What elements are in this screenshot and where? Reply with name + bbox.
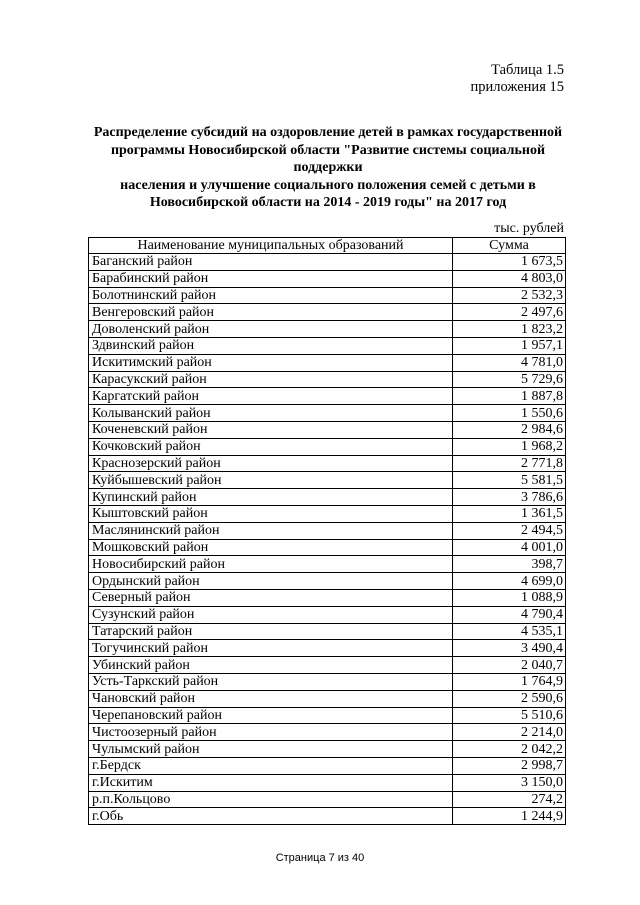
municipality-name: Здвинский район — [89, 337, 453, 354]
subsidy-amount: 3 490,4 — [453, 640, 566, 657]
subsidy-amount: 2 998,7 — [453, 757, 566, 774]
municipality-name: Каргатский район — [89, 388, 453, 405]
subsidy-amount: 4 781,0 — [453, 354, 566, 371]
table-row — [89, 421, 566, 438]
municipality-name: Убинский район — [89, 657, 453, 674]
title-line-4: Новосибирской области на 2014 - 2019 годы" на 2017 год — [149, 195, 507, 210]
table-row — [89, 522, 566, 539]
table-header-row — [89, 238, 566, 254]
municipality-name: Барабинский район — [89, 270, 453, 287]
subsidy-table — [88, 237, 566, 825]
table-row — [89, 505, 566, 522]
unit-label: тыс. рублей — [494, 221, 564, 236]
subsidy-amount: 1 957,1 — [453, 337, 566, 354]
municipality-name: Татарский район — [89, 623, 453, 640]
municipality-name: Северный район — [89, 589, 453, 606]
subsidy-amount: 274,2 — [453, 791, 566, 808]
municipality-name: Коченевский район — [89, 421, 453, 438]
subsidy-amount: 5 581,5 — [453, 472, 566, 489]
subsidy-amount: 4 699,0 — [453, 573, 566, 590]
table-row — [89, 589, 566, 606]
table-row — [89, 489, 566, 506]
municipality-name: Маслянинский район — [89, 522, 453, 539]
subsidy-amount: 3 150,0 — [453, 774, 566, 791]
subsidy-amount: 2 497,6 — [453, 304, 566, 321]
table-row — [89, 254, 566, 271]
municipality-name: Куйбышевский район — [89, 472, 453, 489]
subsidy-amount: 3 786,6 — [453, 489, 566, 506]
municipality-name: г.Обь — [89, 808, 453, 825]
table-row — [89, 606, 566, 623]
subsidy-amount: 2 042,2 — [453, 741, 566, 758]
table-row — [89, 354, 566, 371]
municipality-name: Мошковский район — [89, 539, 453, 556]
table-row — [89, 539, 566, 556]
municipality-name: Черепановский район — [89, 707, 453, 724]
table-row — [89, 556, 566, 573]
table-row — [89, 472, 566, 489]
municipality-name: Колыванский район — [89, 405, 453, 422]
municipality-name: Краснозерский район — [89, 455, 453, 472]
subsidy-amount: 2 494,5 — [453, 522, 566, 539]
table-row — [89, 371, 566, 388]
table-body — [89, 254, 566, 825]
table-row — [89, 321, 566, 338]
table-row — [89, 455, 566, 472]
municipality-name: г.Искитим — [89, 774, 453, 791]
table-row — [89, 690, 566, 707]
subsidy-amount: 2 984,6 — [453, 421, 566, 438]
table-row — [89, 808, 566, 825]
table-row — [89, 388, 566, 405]
subsidy-amount: 1 550,6 — [453, 405, 566, 422]
table-row — [89, 757, 566, 774]
municipality-name: Ордынский район — [89, 573, 453, 590]
subsidy-amount: 4 803,0 — [453, 270, 566, 287]
subsidy-amount: 2 214,0 — [453, 724, 566, 741]
municipality-name: Баганский район — [89, 254, 453, 271]
table-row — [89, 791, 566, 808]
column-header-sum: Сумма — [453, 238, 566, 254]
appendix-reference: приложения 15 — [470, 79, 564, 95]
subsidy-amount: 1 823,2 — [453, 321, 566, 338]
subsidy-amount: 2 771,8 — [453, 455, 566, 472]
municipality-name: Сузунский район — [89, 606, 453, 623]
municipality-name: Искитимский район — [89, 354, 453, 371]
table-number: Таблица 1.5 — [491, 62, 564, 78]
table-row — [89, 741, 566, 758]
subsidy-amount: 1 764,9 — [453, 673, 566, 690]
table-row — [89, 657, 566, 674]
table-row — [89, 304, 566, 321]
subsidy-amount: 5 510,6 — [453, 707, 566, 724]
subsidy-amount: 2 532,3 — [453, 287, 566, 304]
table-row — [89, 573, 566, 590]
document-title — [92, 124, 564, 212]
table-row — [89, 673, 566, 690]
table-reference — [471, 62, 564, 96]
table-row — [89, 438, 566, 455]
municipality-name: Кыштовский район — [89, 505, 453, 522]
title-line-2: программы Новосибирской области "Развитие системы социальной поддержки — [110, 142, 546, 175]
subsidy-amount: 4 001,0 — [453, 539, 566, 556]
municipality-name: Венгеровский район — [89, 304, 453, 321]
municipality-name: Тогучинский район — [89, 640, 453, 657]
page-footer: Страница 7 из 40 — [275, 852, 365, 864]
column-header-name: Наименование муниципальных образований — [89, 238, 453, 254]
municipality-name: Купинский район — [89, 489, 453, 506]
subsidy-amount: 1 887,8 — [453, 388, 566, 405]
table-row — [89, 623, 566, 640]
municipality-name: Чулымский район — [89, 741, 453, 758]
subsidy-amount: 4 790,4 — [453, 606, 566, 623]
table-row — [89, 337, 566, 354]
subsidy-amount: 1 244,9 — [453, 808, 566, 825]
subsidy-amount: 1 088,9 — [453, 589, 566, 606]
municipality-name: Чистоозерный район — [89, 724, 453, 741]
table-row — [89, 270, 566, 287]
municipality-name: Доволенский район — [89, 321, 453, 338]
subsidy-amount: 2 590,6 — [453, 690, 566, 707]
municipality-name: Чановский район — [89, 690, 453, 707]
municipality-name: р.п.Кольцово — [89, 791, 453, 808]
title-line-1: Распределение субсидий на оздоровление детей в рамках государственной — [93, 125, 563, 140]
municipality-name: Болотнинский район — [89, 287, 453, 304]
municipality-name: Усть-Таркский район — [89, 673, 453, 690]
municipality-name: Кочковский район — [89, 438, 453, 455]
title-line-3: населения и улучшение социального положения семей с детьми в — [120, 177, 536, 193]
subsidy-amount: 398,7 — [453, 556, 566, 573]
table-row — [89, 640, 566, 657]
subsidy-amount: 1 673,5 — [453, 254, 566, 271]
table-row — [89, 724, 566, 741]
municipality-name: Новосибирский район — [89, 556, 453, 573]
municipality-name: Карасукский район — [89, 371, 453, 388]
municipality-name: г.Бердск — [89, 757, 453, 774]
subsidy-amount: 2 040,7 — [453, 657, 566, 674]
table-row — [89, 774, 566, 791]
subsidy-amount: 1 968,2 — [453, 438, 566, 455]
subsidy-amount: 5 729,6 — [453, 371, 566, 388]
subsidy-amount: 4 535,1 — [453, 623, 566, 640]
subsidy-amount: 1 361,5 — [453, 505, 566, 522]
table-row — [89, 707, 566, 724]
table-row — [89, 405, 566, 422]
table-row — [89, 287, 566, 304]
